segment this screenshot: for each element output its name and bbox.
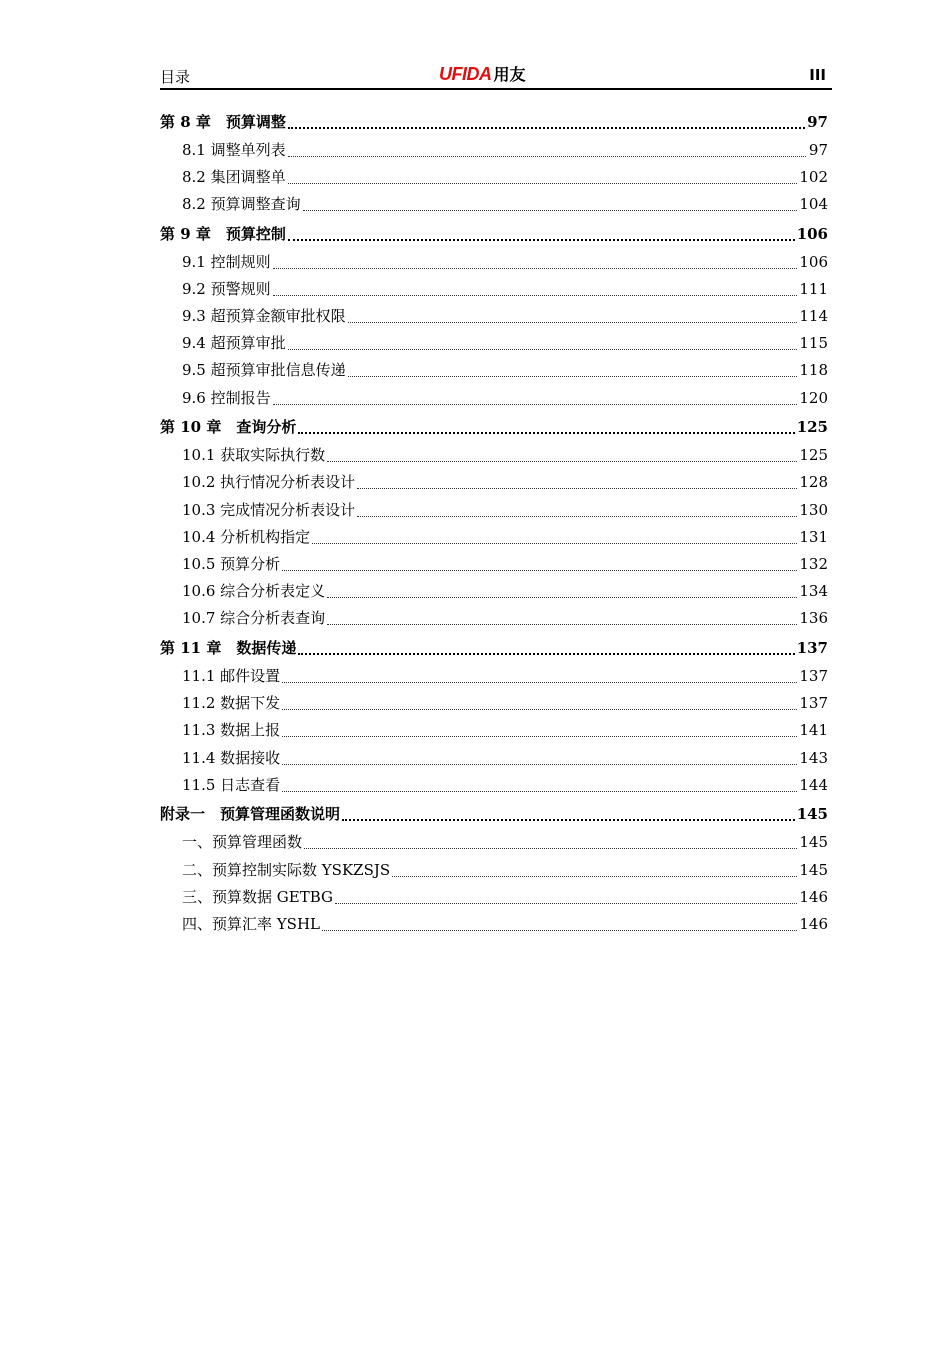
toc-section-entry[interactable] [160,663,828,690]
ufida-logo [439,62,526,85]
header-page-number: III [809,66,826,84]
toc-chapter-entry[interactable] [160,220,828,249]
toc-entry-page: 106 [799,252,828,271]
toc-chapter-entry[interactable] [160,413,828,442]
toc-section-entry[interactable] [160,469,828,496]
toc-section-entry[interactable] [160,717,828,744]
toc-entry-title: 9.1 控制规则 [182,252,271,271]
toc-entry-title: 10.4 分析机构指定 [182,527,311,546]
dot-leader [392,861,797,877]
toc-entry-page: 137 [796,639,828,657]
toc-section-entry[interactable] [160,497,828,524]
dot-leader [322,915,797,931]
toc-entry-page: 134 [799,582,828,601]
toc-entry-title: 10.3 完成情况分析表设计 [182,500,356,519]
dot-leader [327,446,797,462]
toc-entry-page: 141 [799,721,828,740]
dot-leader [327,609,797,625]
dot-leader [298,417,794,434]
toc-entry-page: 114 [799,306,828,325]
toc-entry-page: 137 [799,667,828,685]
toc-entry-title: 9.5 超预算审批信息传递 [182,361,346,380]
toc-chapter-entry[interactable] [160,634,828,663]
toc-entry-title: 11.5 日志查看 [182,775,281,794]
dot-leader [273,253,798,269]
toc-entry-title: 9.3 超预算金额审批权限 [182,306,346,325]
dot-leader [348,361,798,377]
toc-entry-title: 8.1 调整单列表 [182,140,286,159]
toc-entry-page: 115 [799,334,828,353]
dot-leader [282,721,797,737]
toc-entry-title: 11.2 数据下发 [182,694,281,713]
toc-entry-title: 11.1 邮件设置 [182,667,281,685]
toc-section-entry[interactable] [160,911,828,938]
toc-section-entry[interactable] [160,551,828,578]
logo-cjk-text: 用友 [493,67,526,84]
dot-leader [282,555,797,571]
toc-section-entry[interactable] [160,164,828,191]
dot-leader [273,280,798,296]
toc-section-entry[interactable] [160,857,828,884]
toc-entry-title: 11.3 数据上报 [182,721,281,740]
dot-leader [288,334,798,350]
table-of-contents [160,106,828,938]
toc-entry-title: 一、预算管理函数 [182,833,303,852]
toc-entry-page: 106 [796,224,828,243]
toc-section-entry[interactable] [160,442,828,469]
toc-entry-page: 111 [799,279,828,298]
toc-entry-page: 143 [799,748,828,767]
toc-section-entry[interactable] [160,276,828,303]
toc-section-entry[interactable] [160,385,828,412]
toc-entry-page: 97 [808,140,828,159]
toc-entry-title: 10.2 执行情况分析表设计 [182,473,356,492]
dot-leader [357,473,797,489]
toc-chapter-entry[interactable] [160,800,828,829]
header-section-label: 目录 [160,68,191,86]
logo-latin-text: UFIDA [439,64,492,84]
toc-entry-title: 四、预算汇率 YSHL [182,915,320,933]
dot-leader [273,389,798,405]
toc-section-entry[interactable] [160,578,828,605]
toc-entry-page: 137 [799,694,828,713]
toc-entry-title: 第 10 章 查询分析 [160,418,297,437]
dot-leader [312,528,797,544]
toc-entry-title: 三、预算数据 GETBG [182,887,333,906]
toc-section-entry[interactable] [160,884,828,911]
dot-leader [298,638,794,655]
toc-section-entry[interactable] [160,745,828,772]
dot-leader [303,195,798,211]
dot-leader [304,833,797,849]
toc-chapter-entry[interactable] [160,108,828,137]
dot-leader [282,667,797,683]
toc-section-entry[interactable] [160,524,828,551]
toc-entry-page: 145 [799,833,828,852]
dot-leader [282,694,797,710]
dot-leader [327,582,797,598]
toc-entry-title: 9.4 超预算审批 [182,334,286,353]
page-header [160,62,832,90]
toc-entry-page: 102 [799,167,828,186]
toc-section-entry[interactable] [160,303,828,330]
dot-leader [348,307,798,323]
toc-entry-page: 132 [799,554,828,573]
toc-section-entry[interactable] [160,829,828,856]
dot-leader [288,112,805,129]
dot-leader [342,804,795,821]
toc-entry-title: 10.6 综合分析表定义 [182,582,326,601]
toc-entry-title: 10.5 预算分析 [182,554,281,573]
toc-entry-title: 第 8 章 预算调整 [160,112,286,131]
toc-entry-title: 9.6 控制报告 [182,388,271,407]
toc-entry-title: 10.7 综合分析表查询 [182,609,326,628]
toc-section-entry[interactable] [160,249,828,276]
toc-entry-page: 125 [796,418,828,437]
toc-section-entry[interactable] [160,357,828,384]
toc-entry-title: 附录一 预算管理函数说明 [160,805,341,824]
toc-entry-page: 144 [799,775,828,794]
toc-section-entry[interactable] [160,191,828,218]
toc-section-entry[interactable] [160,690,828,717]
toc-entry-page: 128 [799,473,828,492]
toc-entry-title: 第 9 章 预算控制 [160,224,286,243]
dot-leader [357,501,797,517]
toc-entry-page: 120 [799,388,828,407]
toc-entry-page: 146 [799,915,828,933]
toc-entry-page: 97 [807,112,828,131]
toc-entry-title: 9.2 预警规则 [182,279,271,298]
dot-leader [288,224,795,241]
toc-entry-title: 第 11 章 数据传递 [160,639,297,657]
toc-section-entry[interactable] [160,137,828,164]
toc-entry-page: 104 [799,194,828,213]
toc-section-entry[interactable] [160,772,828,799]
toc-entry-page: 130 [799,500,828,519]
toc-entry-title: 10.1 获取实际执行数 [182,446,326,465]
toc-entry-page: 131 [799,527,828,546]
dot-leader [288,141,806,157]
toc-entry-title: 二、预算控制实际数 YSKZSJS [182,860,391,879]
dot-leader [282,776,797,792]
toc-section-entry[interactable] [160,605,828,632]
toc-entry-page: 136 [799,609,828,628]
toc-entry-page: 118 [799,361,828,380]
dot-leader [288,168,798,184]
toc-entry-title: 8.2 预算调整查询 [182,194,301,213]
toc-entry-page: 145 [799,860,828,879]
dot-leader [282,749,797,765]
toc-entry-page: 146 [799,887,828,906]
toc-entry-page: 125 [799,446,828,465]
toc-section-entry[interactable] [160,330,828,357]
toc-entry-page: 145 [796,805,828,824]
toc-entry-title: 11.4 数据接收 [182,748,281,767]
toc-entry-title: 8.2 集团调整单 [182,167,286,186]
dot-leader [335,888,797,904]
